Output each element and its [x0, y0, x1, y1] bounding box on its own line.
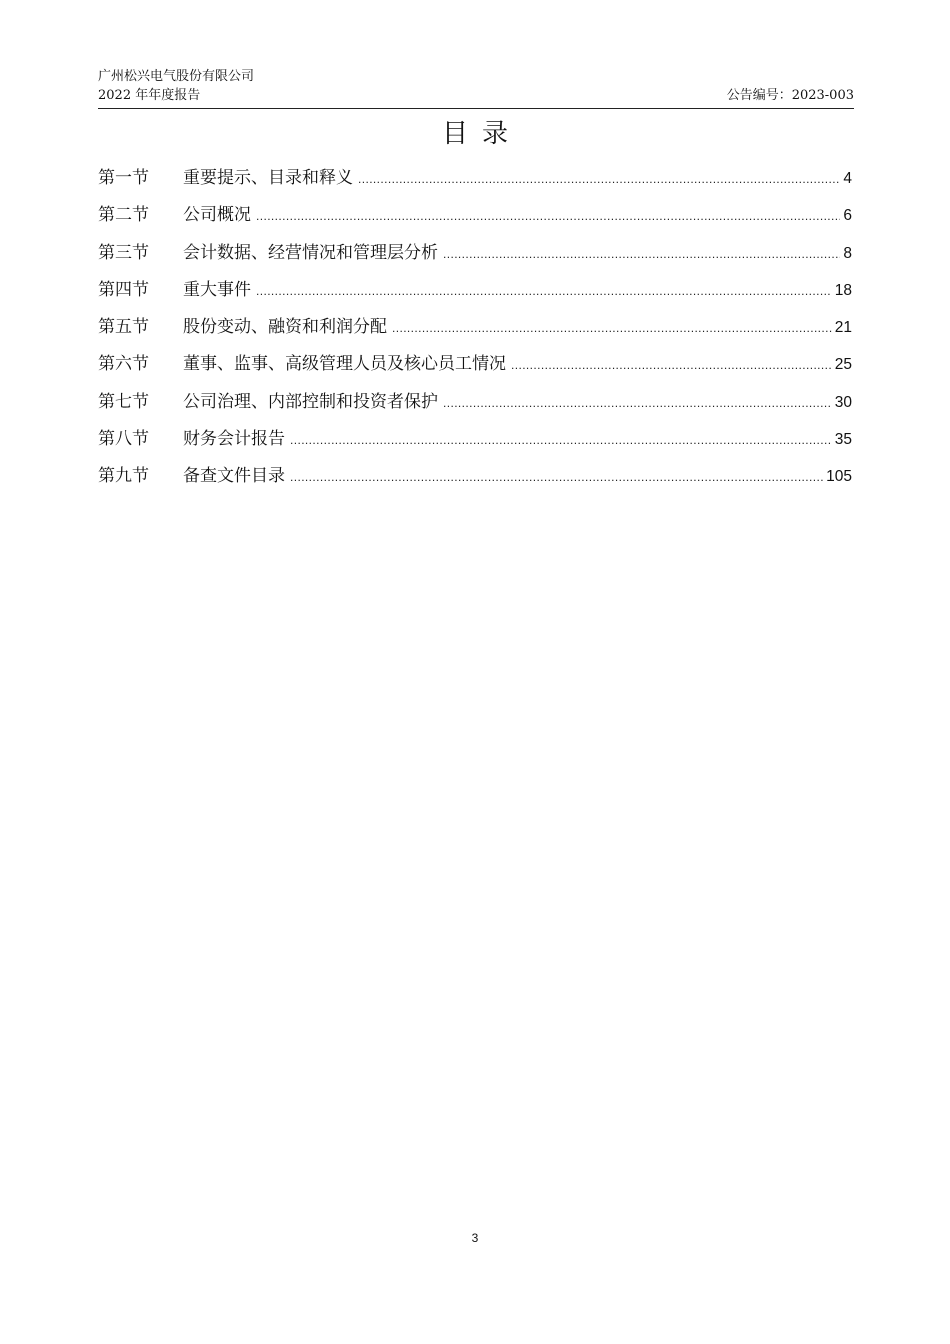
toc-page-number: 18	[834, 281, 852, 299]
table-of-contents	[98, 160, 852, 496]
toc-entry[interactable]	[98, 197, 852, 234]
toc-section-name: 会计数据、经营情况和管理层分析	[183, 242, 438, 263]
toc-entry[interactable]	[98, 384, 852, 421]
toc-section-name: 重大事件	[183, 279, 251, 300]
toc-dot-leader	[290, 422, 832, 459]
toc-dot-leader	[511, 347, 832, 384]
toc-section-number: 第七节	[98, 391, 149, 412]
toc-page-number: 4	[843, 170, 852, 187]
toc-page-number: 105	[826, 468, 852, 486]
report-title: 2022 年年度报告	[98, 88, 201, 103]
toc-section-number: 第三节	[98, 242, 149, 263]
notice-number: 公告编号：2023-003	[726, 88, 854, 103]
toc-dot-leader	[256, 198, 840, 235]
toc-dot-leader	[392, 310, 832, 347]
toc-section-number: 第二节	[98, 205, 149, 226]
toc-section-name: 公司治理、内部控制和投资者保护	[183, 391, 438, 412]
toc-entry[interactable]	[98, 346, 852, 383]
toc-page-number: 25	[834, 356, 852, 374]
toc-dot-leader	[256, 273, 832, 310]
toc-section-number: 第一节	[98, 168, 149, 188]
toc-page-number: 30	[834, 393, 852, 411]
toc-section-number: 第五节	[98, 317, 149, 338]
toc-title: 目录	[441, 119, 522, 149]
toc-entry[interactable]	[98, 272, 852, 309]
toc-dot-leader	[290, 459, 823, 496]
toc-section-number: 第八节	[98, 429, 149, 450]
toc-entry[interactable]	[98, 421, 852, 458]
toc-section-name: 财务会计报告	[183, 429, 285, 450]
toc-page-number: 35	[834, 431, 852, 449]
company-name: 广州松兴电气股份有限公司	[98, 69, 255, 84]
toc-section-number: 第四节	[98, 279, 149, 300]
toc-entry[interactable]	[98, 458, 852, 495]
toc-entry[interactable]	[98, 235, 852, 272]
toc-section-number: 第九节	[98, 466, 149, 487]
toc-section-number: 第六节	[98, 354, 149, 375]
page-header	[98, 68, 854, 109]
toc-section-name: 重要提示、目录和释义	[183, 168, 353, 188]
toc-entry[interactable]	[98, 160, 852, 197]
page-number: 3	[471, 1231, 479, 1245]
toc-page-number: 21	[834, 319, 852, 337]
toc-dot-leader	[358, 161, 840, 198]
toc-section-name: 公司概况	[183, 205, 251, 226]
toc-section-name: 董事、监事、高级管理人员及核心员工情况	[183, 354, 506, 375]
toc-dot-leader	[443, 385, 832, 422]
toc-section-name: 股份变动、融资和利润分配	[183, 317, 387, 338]
toc-page-number: 6	[843, 207, 852, 225]
toc-dot-leader	[443, 236, 840, 273]
toc-entry[interactable]	[98, 309, 852, 346]
toc-page-number: 8	[843, 244, 852, 262]
toc-section-name: 备查文件目录	[183, 466, 285, 487]
